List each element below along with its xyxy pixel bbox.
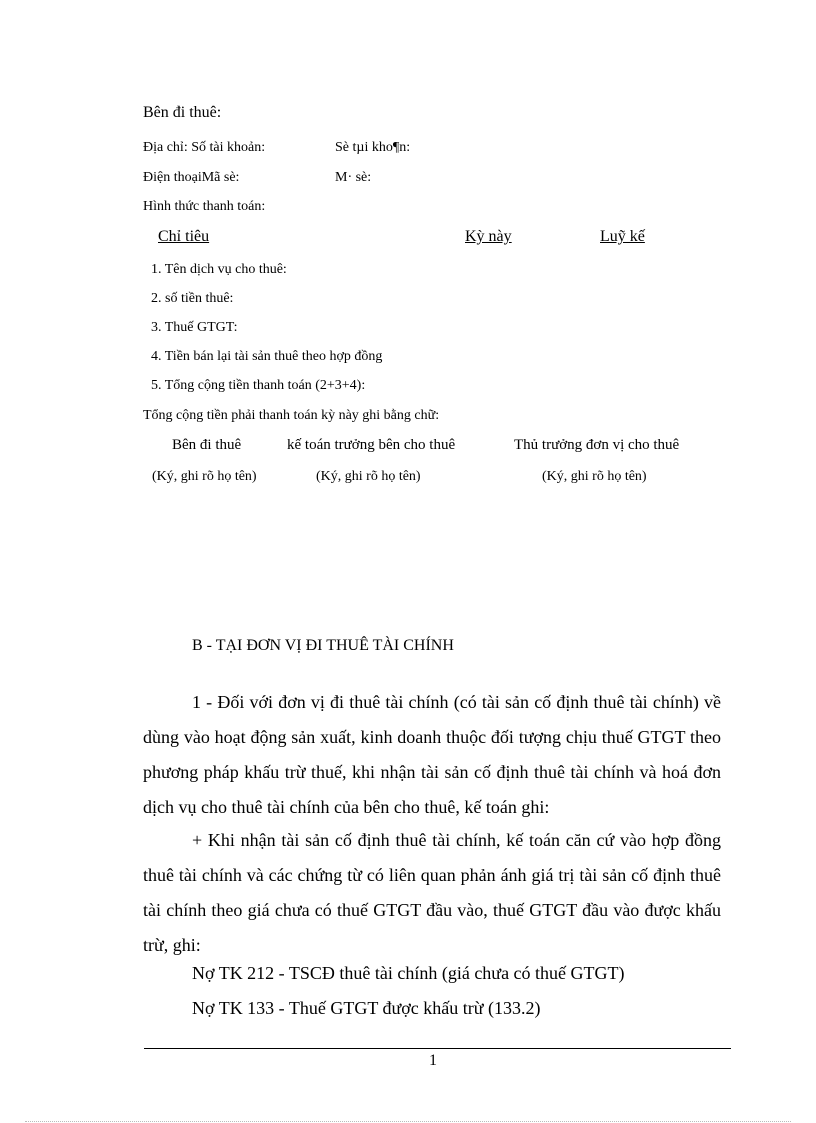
signature-role-chief-accountant: kế toán trưởng bên cho thuê	[287, 437, 456, 453]
table-row: 4. Tiền bán lại tài sản thuê theo hợp đồng	[151, 349, 383, 364]
address-line: Địa chỉ: Số tài khoản:	[143, 140, 266, 155]
page-number: 1	[429, 1052, 437, 1069]
payment-method-line: Hình thức thanh toán:	[143, 199, 266, 214]
account-at-line: Sè tµi kho¶n:	[335, 140, 411, 155]
lessee-title: Bên đi thuê:	[143, 104, 222, 121]
tax-code-line: M· sè:	[335, 170, 372, 185]
table-row: 1. Tên dịch vụ cho thuê:	[151, 262, 287, 277]
table-row: 5. Tổng cộng tiền thanh toán (2+3+4):	[151, 378, 366, 393]
paragraph-receipt-procedure: + Khi nhận tài sản cố định thuê tài chính, kế toán căn cứ vào hợp đồng thuê tài chính và các chứng từ có liên quan phản ánh giá trị tài sản cố định thuê tài chính theo giá chưa có thuế GTGT đầu vào, thuế GTGT đầu vào được khấu trừ, ghi:	[143, 830, 721, 955]
table-row: 3. Thuế GTGT:	[151, 320, 238, 335]
total-in-words: Tổng cộng tiền phải thanh toán kỳ này ghi bằng chữ:	[143, 408, 440, 423]
signature-role-director: Thủ trưởng đơn vị cho thuê	[514, 437, 680, 453]
paragraph-lessee-procedure: 1 - Đối với đơn vị đi thuê tài chính (có tài sản cố định thuê tài chính) về dùng vào hoạt động sản xuất, kinh doanh thuộc đối tượng chịu thuế GTGT theo phương pháp khấu trừ thuế, khi nhận tài sản cố định thuê tài chính và hoá đơn dịch vụ cho thuê tài chính của bên cho thuê, kế toán ghi:	[143, 692, 721, 817]
phone-line: Điện thoạiMã sè:	[143, 170, 240, 185]
page-edge-divider	[25, 1121, 791, 1122]
signature-note: (Ký, ghi rõ họ tên)	[316, 469, 421, 484]
signature-note: (Ký, ghi rõ họ tên)	[152, 469, 257, 484]
table-row: 2. số tiền thuê:	[151, 291, 234, 306]
col-indicator-heading: Chỉ tiêu	[158, 228, 210, 245]
journal-entry-debit-212: Nợ TK 212 - TSCĐ thuê tài chính (giá chưa có thuế GTGT)	[192, 963, 625, 983]
footer-divider	[144, 1048, 731, 1049]
signature-note: (Ký, ghi rõ họ tên)	[542, 469, 647, 484]
col-cumulative-heading: Luỹ kế	[600, 228, 645, 245]
col-period-heading: Kỳ này	[465, 228, 512, 245]
signature-role-lessee: Bên đi thuê	[172, 437, 242, 453]
section-heading: B - TẠI ĐƠN VỊ ĐI THUÊ TÀI CHÍNH	[192, 637, 454, 654]
journal-entry-debit-133: Nợ TK 133 - Thuế GTGT được khấu trừ (133.2)	[192, 998, 541, 1018]
